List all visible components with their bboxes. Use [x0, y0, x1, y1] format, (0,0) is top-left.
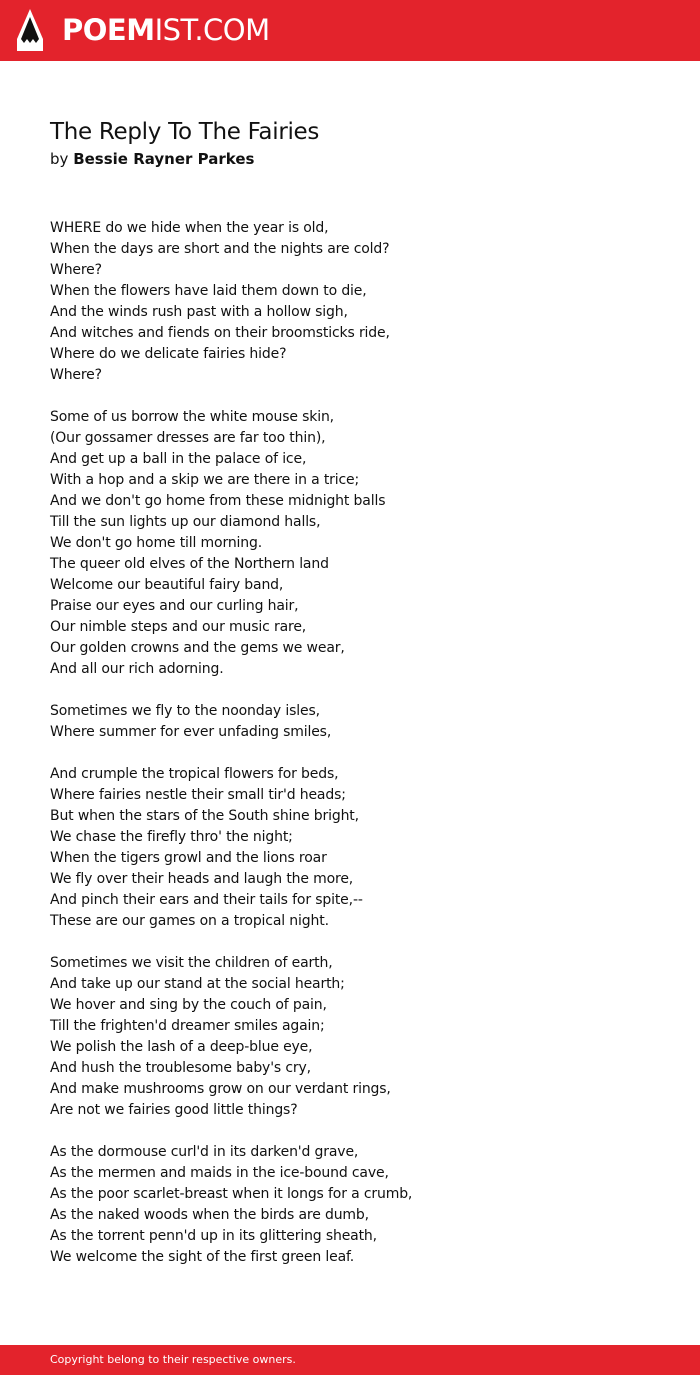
- poem-line: And the winds rush past with a hollow sigh,: [50, 304, 348, 320]
- poem-line: And get up a ball in the palace of ice,: [50, 451, 307, 467]
- by-label: by: [50, 150, 69, 168]
- poem-line: WHERE do we hide when the year is old,: [50, 220, 329, 236]
- poem-stanza: [50, 953, 650, 1121]
- site-logo[interactable]: [62, 13, 270, 47]
- poem-stanza: [50, 407, 650, 680]
- poem-line: And take up our stand at the social hearth;: [50, 976, 345, 992]
- author-name[interactable]: Bessie Rayner Parkes: [73, 150, 255, 168]
- poem-line: And all our rich adorning.: [50, 661, 224, 677]
- poem-line: As the dormouse curl'd in its darken'd grave,: [50, 1144, 359, 1160]
- site-header: [0, 0, 700, 61]
- poem-line: When the tigers growl and the lions roar: [50, 850, 327, 866]
- poem-line: And hush the troublesome baby's cry,: [50, 1060, 311, 1076]
- poem-line: As the mermen and maids in the ice-bound cave,: [50, 1165, 389, 1181]
- poem-line: And make mushrooms grow on our verdant rings,: [50, 1081, 391, 1097]
- logo-bold-text: POEM: [62, 13, 155, 47]
- poem-line: Till the frighten'd dreamer smiles again;: [50, 1018, 325, 1034]
- copyright-text: Copyright belong to their respective owners.: [50, 1353, 296, 1366]
- poem-line: Where do we delicate fairies hide?: [50, 346, 287, 362]
- poem-line: Sometimes we visit the children of earth,: [50, 955, 333, 971]
- site-footer: [0, 1345, 700, 1375]
- poem-line: Where fairies nestle their small tir'd heads;: [50, 787, 346, 803]
- poem-line: Some of us borrow the white mouse skin,: [50, 409, 334, 425]
- poem-line: And pinch their ears and their tails for spite,--: [50, 892, 363, 908]
- poem-line: As the naked woods when the birds are dumb,: [50, 1207, 369, 1223]
- poem-line: Praise our eyes and our curling hair,: [50, 598, 299, 614]
- poem-line: And we don't go home from these midnight balls: [50, 493, 386, 509]
- poem-line: And crumple the tropical flowers for beds,: [50, 766, 339, 782]
- pencil-tip-icon[interactable]: [17, 9, 43, 51]
- poem-line: Are not we fairies good little things?: [50, 1102, 298, 1118]
- poem-body: [50, 218, 650, 1289]
- poem-line: And witches and fiends on their broomsticks ride,: [50, 325, 390, 341]
- poem-line: Our golden crowns and the gems we wear,: [50, 640, 345, 656]
- poem-line: When the flowers have laid them down to die,: [50, 283, 367, 299]
- poem-line: These are our games on a tropical night.: [50, 913, 329, 929]
- poem-line: But when the stars of the South shine bright,: [50, 808, 359, 824]
- poem-line: Where summer for ever unfading smiles,: [50, 724, 332, 740]
- poem-title: The Reply To The Fairies: [50, 119, 320, 145]
- poem-line: Where?: [50, 262, 102, 278]
- poem-line: Sometimes we fly to the noonday isles,: [50, 703, 320, 719]
- poem-line: As the poor scarlet-breast when it longs for a crumb,: [50, 1186, 413, 1202]
- poem-line: We hover and sing by the couch of pain,: [50, 997, 327, 1013]
- poem-stanza: [50, 701, 650, 743]
- poem-stanza: [50, 218, 650, 386]
- poem-line: Our nimble steps and our music rare,: [50, 619, 307, 635]
- poem-line: When the days are short and the nights are cold?: [50, 241, 390, 257]
- poem-byline: [50, 148, 254, 170]
- poem-line: With a hop and a skip we are there in a trice;: [50, 472, 360, 488]
- poem-line: We welcome the sight of the first green leaf.: [50, 1249, 355, 1265]
- poem-line: We polish the lash of a deep-blue eye,: [50, 1039, 313, 1055]
- poem-line: We chase the firefly thro' the night;: [50, 829, 293, 845]
- poem-line: (Our gossamer dresses are far too thin),: [50, 430, 326, 446]
- poem-stanza: [50, 764, 650, 932]
- poem-line: Welcome our beautiful fairy band,: [50, 577, 284, 593]
- poem-line: We don't go home till morning.: [50, 535, 263, 551]
- poem-line: As the torrent penn'd up in its glittering sheath,: [50, 1228, 377, 1244]
- poem-stanza: [50, 1142, 650, 1268]
- poem-line: We fly over their heads and laugh the more,: [50, 871, 354, 887]
- logo-light-text: IST.COM: [154, 13, 270, 47]
- poem-line: Where?: [50, 367, 102, 383]
- poem-line: The queer old elves of the Northern land: [50, 556, 329, 572]
- poem-line: Till the sun lights up our diamond halls,: [50, 514, 321, 530]
